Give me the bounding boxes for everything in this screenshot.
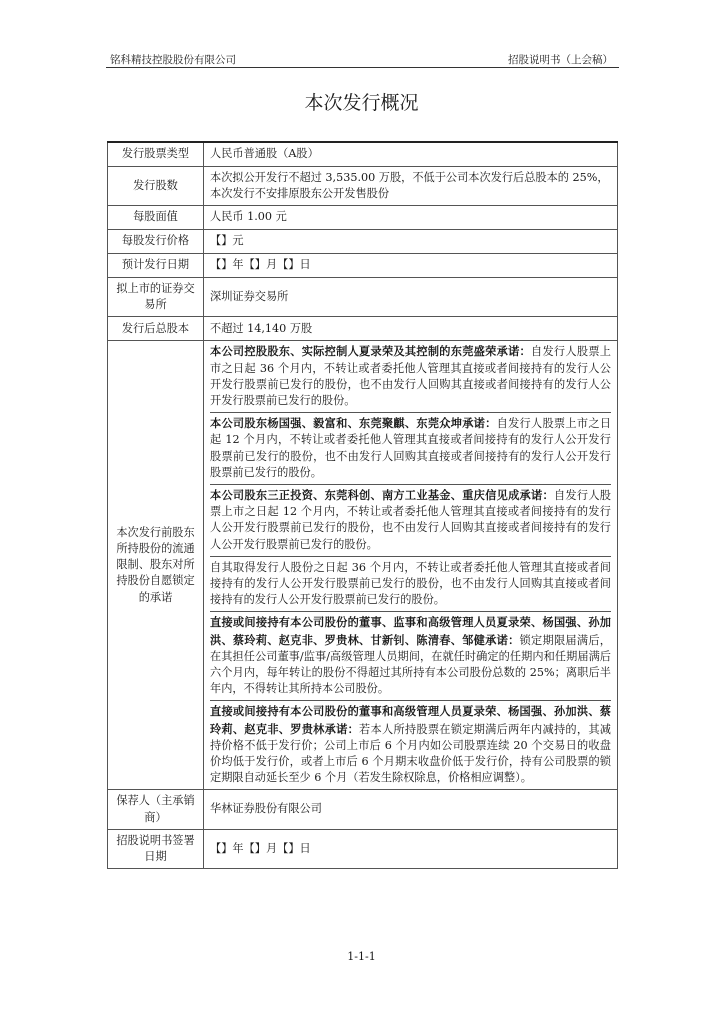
table-row	[108, 229, 618, 253]
table-row	[108, 142, 618, 166]
commitment-block	[210, 341, 611, 412]
row-label: 发行股票类型	[108, 142, 204, 166]
offering-table	[107, 141, 618, 869]
commitment-text: 自发行人股票上市之日起 36 个月内，不转让或者委托他人管理其直接或者间接持有的发行人公开发行股票前已发行的股份，也不由发行人回购其直接或者间接持有的发行人公开发行股票前已发行的股份。	[210, 345, 611, 407]
header-doc-title: 招股说明书（上会稿）	[508, 54, 613, 66]
commitment-text: 若本人所持股票在锁定期满后两年内减持的，其减持价格不低于发行价；公司上市后 6 个月内如公司股票连续 20 个交易日的收盘价均低于发行价，或者上市后 6 个月期末收盘价低于发行价，持有公司股票的锁定期限自动延长至少 6 个月（若发生除权除息，价格相应调整）。	[210, 722, 611, 785]
table-row	[108, 317, 618, 341]
row-value: 人民币普通股（A股）	[204, 142, 618, 166]
table-row	[108, 341, 618, 790]
commitment-block	[210, 484, 611, 556]
commitment-text: 自发行人股票上市之日起 12 个月内，不转让或者委托他人管理其直接或者间接持有的发行人公开发行股票前已发行的股份，也不由发行人回购其直接或者间接持有的发行人公开发行股票前已发行的股份。	[210, 488, 611, 551]
commitment-party: 直接或间接持有本公司股份的董事、监事和高级管理人员夏录荣、杨国强、孙加洪、蔡玲莉、赵克非、罗贵林、甘新钊、陈清春、邹健承诺：	[210, 615, 611, 647]
table-row	[108, 253, 618, 277]
table-row	[108, 166, 618, 205]
commitment-text: 自发行人股票上市之日起 12 个月内，不转让或者委托他人管理其直接或者间接持有的发行人公开发行股票前已发行的股份，也不由发行人回购其直接或者间接持有的发行人公开发行股票前已发行的股份。	[210, 417, 611, 479]
row-label: 每股发行价格	[108, 229, 204, 253]
row-value: 【】年【】月【】日	[204, 829, 618, 868]
table-row	[108, 790, 618, 829]
commitment-party: 本公司控股股东、实际控制人夏录荣及其控制的东莞盛荣承诺：	[210, 344, 531, 359]
row-label: 保荐人（主承销商）	[108, 790, 204, 829]
commitment-party: 直接或间接持有本公司股份的董事和高级管理人员夏录荣、杨国强、孙加洪、蔡玲莉、赵克非、罗贵林承诺：	[210, 704, 611, 736]
row-value: 不超过 14,140 万股	[204, 317, 618, 341]
row-label: 本次发行前股东所持股份的流通限制、股东对所持股份自愿锁定的承诺	[108, 341, 204, 790]
page-number: 1-1-1	[347, 950, 376, 963]
page-title: 本次发行概况	[304, 92, 419, 114]
row-label: 发行股数	[108, 166, 204, 205]
row-label: 每股面值	[108, 205, 204, 229]
table-row	[108, 277, 618, 316]
row-label: 发行后总股本	[108, 317, 204, 341]
commitment-block	[210, 556, 611, 612]
row-value: 【】年【】月【】日	[204, 253, 618, 277]
commitment-block	[210, 611, 611, 700]
row-value: 深圳证券交易所	[204, 277, 618, 316]
row-label: 招股说明书签署日期	[108, 829, 204, 868]
row-value: 本次拟公开发行不超过 3,535.00 万股，不低于公司本次发行后总股本的 25%，本次发行不安排原股东公开发售股份	[204, 166, 618, 205]
header-divider	[106, 67, 619, 68]
row-value: 人民币 1.00 元	[204, 205, 618, 229]
table-row	[108, 205, 618, 229]
commitment-text: 自其取得发行人股份之日起 36 个月内，不转让或者委托他人管理其直接或者间接持有的发行人公开发行股票前已发行的股份，也不由发行人回购其直接或者间接持有的发行人公开发行股票前已发行的股份。	[210, 560, 611, 607]
lockup-commitments	[204, 341, 618, 790]
table-row	[108, 829, 618, 868]
row-value: 华林证券股份有限公司	[204, 790, 618, 829]
commitment-block	[210, 412, 611, 484]
header-company: 铭科精技控股股份有限公司	[110, 54, 236, 66]
commitment-party: 本公司股东杨国强、毅富和、东莞聚麒、东莞众坤承诺：	[210, 416, 497, 431]
row-label: 预计发行日期	[108, 253, 204, 277]
row-label: 拟上市的证券交易所	[108, 277, 204, 316]
commitment-party: 本公司股东三正投资、东莞科创、南方工业基金、重庆信见成承诺：	[210, 487, 554, 502]
commitment-text: 锁定期限届满后，在其担任公司董事/监事/高级管理人员期间，在就任时确定的任期内和任期届满后六个月内，每年转让的股份不得超过其所持有本公司股份总数的 25%；离职后半年内，不得转让其所持本公司股份。	[210, 633, 611, 696]
commitment-block	[210, 700, 611, 789]
row-value: 【】元	[204, 229, 618, 253]
